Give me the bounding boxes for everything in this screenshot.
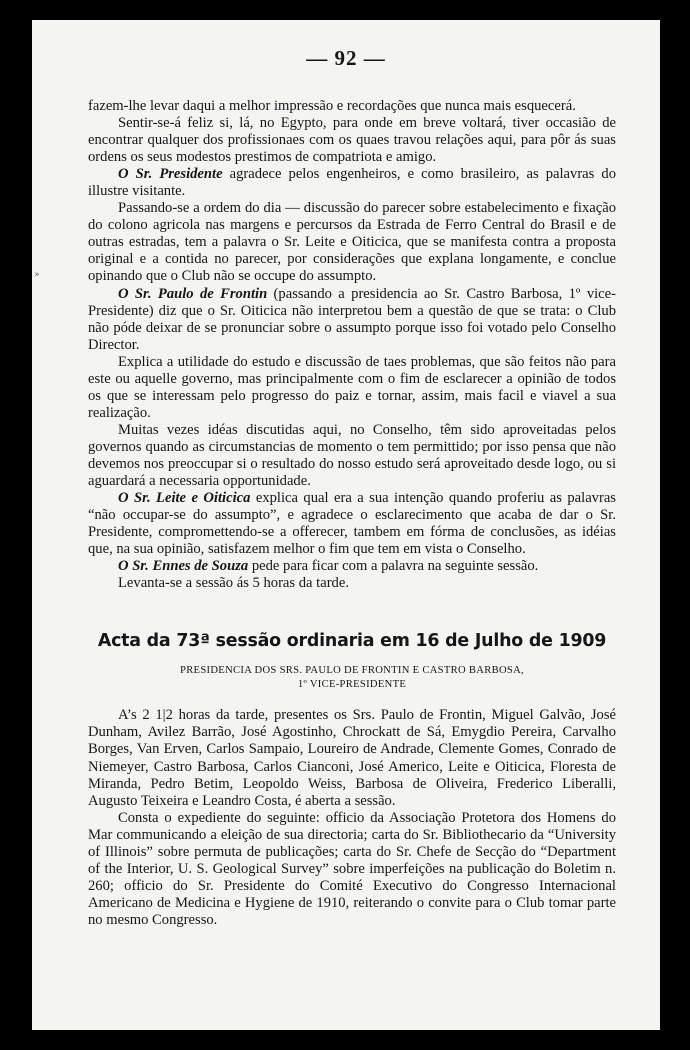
paragraph: A’s 2 1|2 horas da tarde, presentes os Srs. Paulo de Frontin, Miguel Galvão, José Dunham, Avilez Barrão, José Agostinho, Chrockatt de Sá, Emygdio Pereira, Carvalho Borges, Van Erven, Carlos Sampaio, Loureiro de Andrade, Clemente Gomes, Conrado de Niemeyer, Castro Barbosa, Carlos Cianconi, José Americo, Leite e Oiticica, Floresta de Miranda, Pedro Betim, Leopoldo Weiss, Barbosa de Oliveira, Frederico Liberalli, Augusto Teixeira e Leandro Costa, é aberta a sessão.	[88, 707, 616, 809]
page-number: — 92 —	[306, 46, 386, 70]
paragraph: Levanta-se a sessão ás 5 horas da tarde.	[118, 575, 349, 592]
paragraph: Sentir-se-á feliz si, lá, no Egypto, para onde em breve voltará, tiver occasião de encontrar qualquer dos profissionaes com os quaes travou relações aqui, para pôr ás suas ordens os seus modestos prestimos de compatriota e amigo.	[88, 115, 616, 166]
paragraph-text: (passando a presidencia ao Sr. Castro Barbosa, 1º vice-Presidente) diz que o Sr. Oiticica não interpretou bem a questão de que se trata: o Club não póde deixar de se pronunciar sobre o assumpto porque isso foi votado pelo Conselho Director.	[88, 285, 616, 353]
session-heading: Acta da 73ª sessão ordinaria em 16 de Julho de 1909	[97, 631, 607, 652]
paragraph-text: agradece pelos engenheiros, e como brasileiro, as palavras do illustre visitante.	[88, 166, 617, 200]
margin-mark: »	[34, 270, 40, 280]
body-text	[88, 98, 616, 929]
second-session-minutes	[88, 707, 616, 929]
paragraph: Consta o expediente do seguinte: officio da Associação Protetora dos Homens do Mar communicando a eleição de sua directoria; carta do Sr. Bibliothecario da “University of Illinois” sobre permuta de publicações; carta do Sr. Chefe de Secção do “Department of the Interior, U. S. Geological Survey” sobre imperfeições na publicação do Boletim n. 260; officio do Sr. Presidente do Comité Executivo do Congresso Internacional Americano de Medicina e Hygiene de 1910, reiterando o convite para o Club tomar parte no mesmo Congresso.	[88, 809, 616, 928]
speaker-name: O Sr. Ennes de Souza	[118, 558, 249, 575]
presidency-names: PRESIDENCIA DOS SRS. PAULO DE FRONTIN E CASTRO BARBOSA,	[180, 665, 524, 677]
speaker-name: O Sr. Paulo de Frontin	[118, 285, 268, 302]
paragraph-text: explica qual era a sua intenção quando proferiu as palavras “não occupar-se do assumpto”, e agradece o esclarecimento que acaba de dar o Sr. Presidente, compromettendo-se a offerecer, tambem em fórma de conclusões, as idéias que, na sua opinião, satisfazem melhor o fim que tem em vista o Conselho.	[88, 490, 616, 558]
first-session-minutes	[88, 98, 616, 592]
speaker-name: O Sr. Leite e Oiticica	[118, 490, 251, 507]
paragraph	[88, 490, 616, 558]
paragraph: Muitas vezes idéas discutidas aqui, no Conselho, têm sido aproveitadas pelos governos quando as circumstancias de momento o tem permittido; por isso pensa que não devemos nos preoccupar si o resultado do nosso estudo será aproveitado desde logo, ou si aguardará a necessaria opportunidade.	[88, 421, 616, 490]
speaker-name: O Sr. Presidente	[118, 166, 223, 183]
paragraph: Explica a utilidade do estudo e discussão de taes problemas, que são feitos não para este ou aquelle governo, mas principalmente com o fim de esclarecer a opinião de todos os que se interessam pelo progresso do paiz e tornar, assim, mais facil e viavel a sua realização.	[88, 353, 616, 421]
book-page	[32, 20, 660, 1030]
paragraph-text: pede para ficar com a palavra na seguinte sessão.	[248, 558, 539, 575]
presidency-line	[88, 664, 616, 692]
paragraph	[88, 166, 616, 200]
paragraph: Passando-se a ordem do dia — discussão do parecer sobre estabelecimento e fixação do colono agricola nas margens e percursos da Estrada de Ferro Central do Brasil e de outras estradas, tem a palavra o Sr. Leite e Oiticica, que se manifesta contra a proposta original e a contida no parecer, por considerações que explana longamente, e conclue opinando que o Club não se occupe do assumpto.	[88, 200, 616, 285]
paragraph	[88, 286, 616, 354]
paragraph: fazem-lhe levar daqui a melhor impressão e recordações que nunca mais esquecerá.	[88, 98, 576, 114]
paragraph	[88, 558, 616, 575]
presidency-role: 1º VICE-PRESIDENTE	[297, 679, 407, 691]
